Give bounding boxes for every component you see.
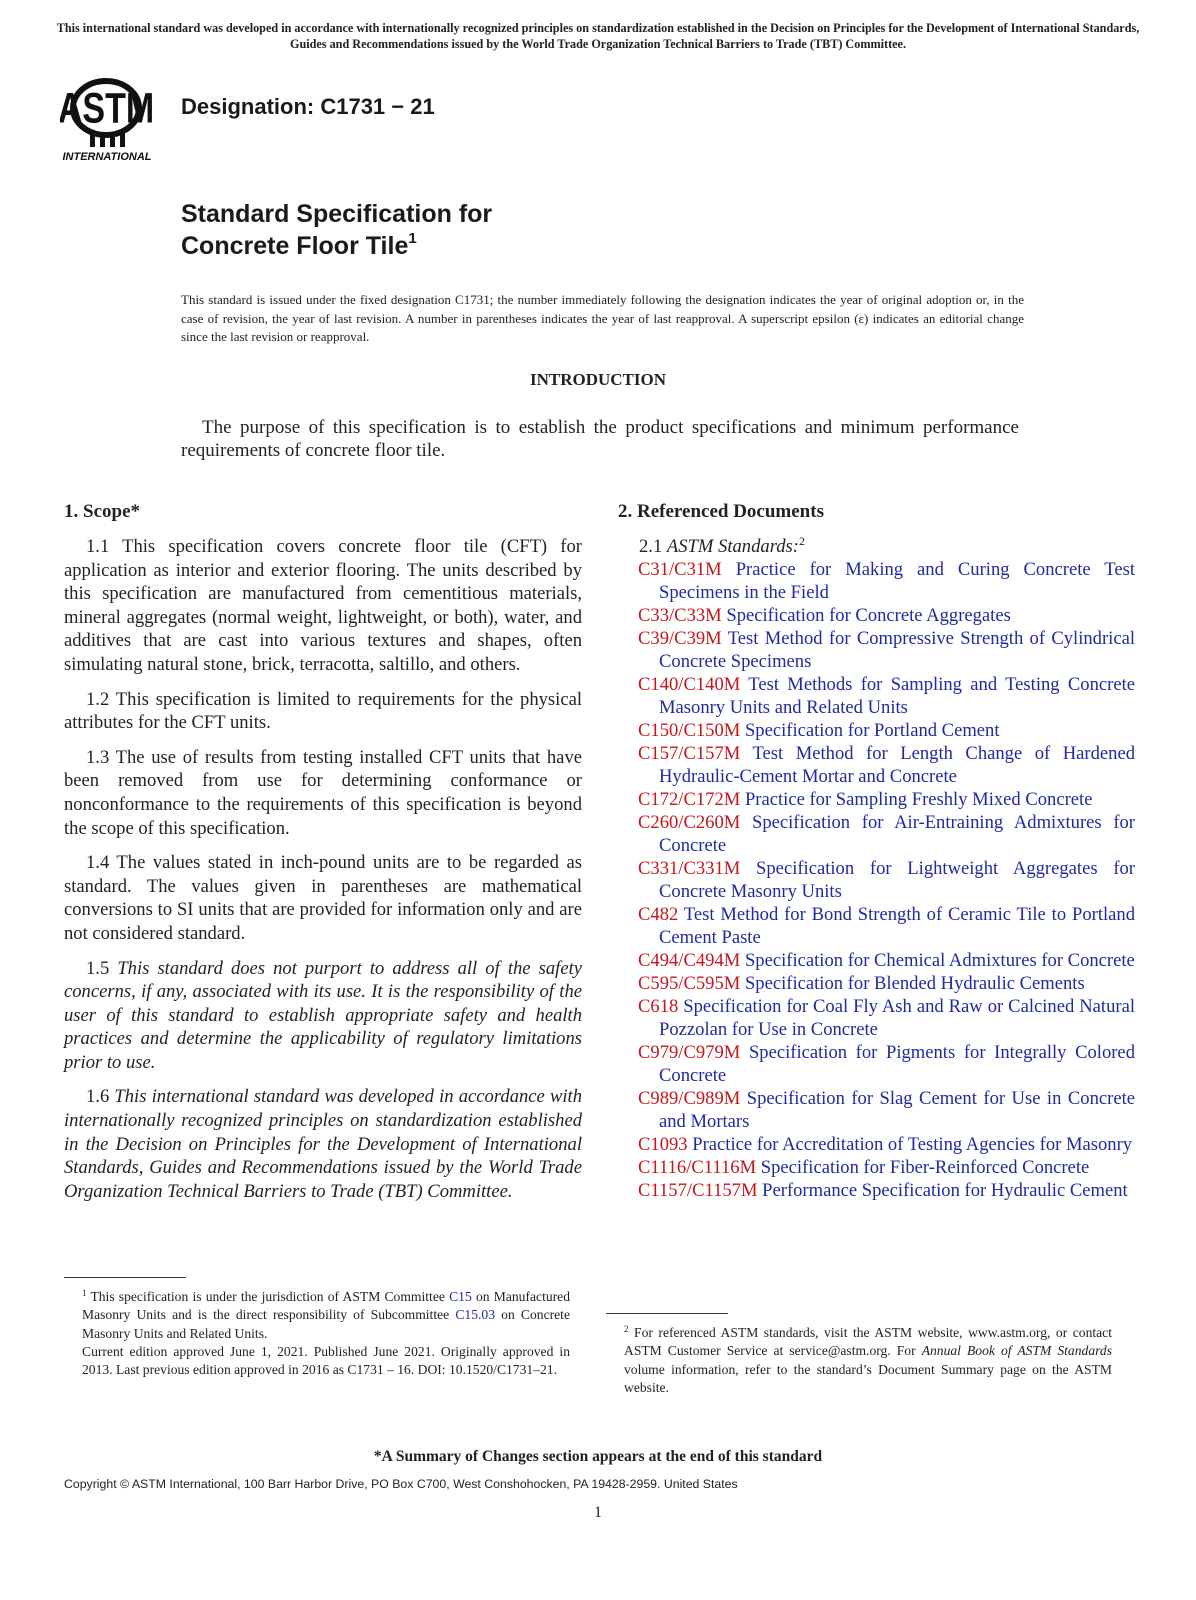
footnote-1-line-2: Current edition approved June 1, 2021. Published June 2021. Originally approved in 2013. Last previous edition approved in 2016 as C1731 – 16. DOI: 10.1520/C1731–21. [82, 1343, 570, 1378]
reference-code-link[interactable]: C1093 [638, 1134, 688, 1155]
scope-1-4: 1.4 The values stated in inch-pound units are to be regarded as standard. The values given in parentheses are mathematical conversions to SI units that are provided for information only and are not considered standard. [64, 852, 582, 944]
reference-code-link[interactable]: C618 [638, 996, 679, 1017]
reference-item [618, 742, 1135, 788]
page-number: 1 [594, 1504, 602, 1521]
footnote-rule-right [606, 1313, 728, 1314]
reference-item [618, 1041, 1135, 1087]
title-line-2-text: Concrete Floor Tile [181, 232, 409, 260]
introduction-text: The purpose of this specification is to establish the product specifications and minimum performance requirements of concrete floor tile. [181, 417, 1019, 461]
astm-standards-footnote-mark: 2 [798, 534, 805, 548]
footnote-2-mark: 2 [624, 1324, 629, 1334]
astm-standards-number: 2.1 [639, 536, 663, 557]
reference-code-link[interactable]: C331/C331M [638, 858, 741, 879]
reference-code-link[interactable]: C157/C157M [638, 743, 741, 764]
reference-title-link[interactable]: Specification for Blended Hydraulic Cements [744, 973, 1085, 994]
reference-item [618, 627, 1135, 673]
reference-list [618, 558, 1135, 1202]
reference-item [618, 788, 1135, 811]
scope-1-5-text: This standard does not purport to address all of the safety concerns, if any, associated with its use. It is the responsibility of the user of this standard to establish appropriate safety and health practices and determine the applicability of regulatory limitations prior to use. [64, 957, 582, 1073]
references-heading: 2. Referenced Documents [618, 501, 824, 522]
scope-1-6-number: 1.6 [86, 1086, 110, 1108]
astm-standards-title: ASTM Standards: [666, 536, 799, 557]
reference-title-link[interactable]: Specification for Chemical Admixtures for Concrete [744, 950, 1135, 971]
footnote-2-italic: Annual Book of ASTM Standards [921, 1343, 1112, 1359]
footnote-1-text-b: on Manufactured Masonry Units and is the direct responsibility of Subcommittee [82, 1289, 571, 1323]
top-notice: This international standard was developed in accordance with internationally recognized principles on standardization established in the Decision on Principles for the Development of International Standards, Guides and Recommendations issued by the World Trade Organization Technical Barriers to Trade (TBT) Committee. [56, 21, 1140, 51]
reference-title-link[interactable]: Practice for Accreditation of Testing Agencies for Masonry [692, 1134, 1133, 1155]
reference-title-link[interactable]: Specification for Fiber-Reinforced Concrete [760, 1157, 1090, 1178]
astm-logo-icon [60, 70, 172, 165]
reference-title-link[interactable]: Test Methods for Sampling and Testing Concrete Masonry Units and Related Units [659, 674, 1135, 718]
reference-code-link[interactable]: C979/C979M [638, 1042, 741, 1063]
reference-code-link[interactable]: C494/C494M [638, 950, 741, 971]
scope-1-5 [64, 957, 582, 1075]
reference-code-link[interactable]: C31/C31M [638, 559, 722, 580]
designation: Designation: C1731 − 21 [181, 94, 435, 119]
reference-title-link[interactable]: Test Method for Bond Strength of Ceramic Tile to Portland Cement Paste [659, 904, 1135, 948]
scope-1-6 [64, 1085, 582, 1203]
scope-1-3: 1.3 The use of results from testing installed CFT units that have been removed from use for determining conformance or nonconformance to the requirements of this specification is beyond the scope of this specification. [64, 746, 582, 839]
reference-title-link[interactable]: Specification for Slag Cement for Use in Concrete and Mortars [659, 1088, 1135, 1132]
reference-item [618, 811, 1135, 857]
referenced-documents-section [618, 500, 1135, 1202]
reference-item [618, 1087, 1135, 1133]
summary-of-changes-note: *A Summary of Changes section appears at the end of this standard [373, 1448, 823, 1465]
svg-text:ASTM: ASTM [60, 84, 155, 133]
reference-code-link[interactable]: C172/C172M [638, 789, 741, 810]
title-line-1: Standard Specification for [181, 200, 493, 228]
reference-title-link[interactable]: Specification for Coal Fly Ash and Raw or Calcined Natural Pozzolan for Use in Concrete [659, 996, 1135, 1040]
reference-code-link[interactable]: C33/C33M [638, 605, 722, 626]
reference-item [618, 604, 1135, 627]
reference-item [618, 1133, 1135, 1156]
reference-item [618, 903, 1135, 949]
scope-1-1: 1.1 This specification covers concrete floor tile (CFT) for application as interior and exterior flooring. The units described by this specification are manufactured from cementitious materials, mineral aggregates (normal weight, lightweight, or both), water, and additives that are cast into various textures and shapes, often simulating natural stone, brick, terracotta, saltillo, and others. [64, 536, 582, 675]
reference-item [618, 857, 1135, 903]
reference-code-link[interactable]: C140/C140M [638, 674, 741, 695]
astm-standards-label [618, 535, 1135, 558]
reference-code-link[interactable]: C482 [638, 904, 679, 925]
scope-1-2: 1.2 This specification is limited to requirements for the physical attributes for the CFT units. [64, 688, 582, 734]
subcommittee-c15-03-link[interactable]: C15.03 [455, 1307, 495, 1323]
footnote-rule-left [64, 1277, 186, 1278]
reference-title-link[interactable]: Test Method for Length Change of Hardened Hydraulic-Cement Mortar and Concrete [659, 743, 1136, 787]
reference-item [618, 949, 1135, 972]
footnote-1 [64, 1288, 570, 1379]
scope-1-6-text: This international standard was developed in accordance with internationally recognized principles on standardization established in the Decision on Principles for the Development of International Standards, Guides and Recommendations issued by the World Trade Organization Technical Barriers to Trade (TBT) Committee. [64, 1086, 582, 1202]
reference-item [618, 673, 1135, 719]
reference-code-link[interactable]: C260/C260M [638, 812, 741, 833]
footnote-1-text-a: This specification is under the jurisdiction of ASTM Committee [90, 1289, 445, 1304]
footnote-1-mark: 1 [82, 1288, 87, 1298]
footnote-1-text-c: on Concrete Masonry Units and Related Units. [82, 1307, 570, 1341]
footnote-1-line-1 [64, 1288, 570, 1343]
scope-heading: 1. Scope* [64, 501, 140, 522]
reference-title-link[interactable]: Specification for Portland Cement [744, 720, 1000, 741]
title-footnote-mark: 1 [408, 230, 417, 247]
committee-c15-link[interactable]: C15 [449, 1289, 472, 1304]
reference-title-link[interactable]: Practice for Making and Curing Concrete Test Specimens in the Field [659, 559, 1136, 603]
footnote-2-text-a: For referenced ASTM standards, visit the ASTM website, www.astm.org, or contact ASTM Customer Service at service@astm.org. For [624, 1325, 1112, 1359]
reference-title-link[interactable]: Specification for Air-Entraining Admixtures for Concrete [659, 812, 1135, 856]
reference-title-link[interactable]: Practice for Sampling Freshly Mixed Concrete [744, 789, 1093, 810]
reference-title-link[interactable]: Specification for Pigments for Integrally Colored Concrete [659, 1042, 1135, 1086]
copyright-line: Copyright © ASTM International, 100 Barr Harbor Drive, PO Box C700, West Conshohocken, PA 19428-2959. United States [64, 1477, 738, 1491]
reference-title-link[interactable]: Performance Specification for Hydraulic Cement [762, 1180, 1128, 1201]
reference-title-link[interactable]: Test Method for Compressive Strength of Cylindrical Concrete Specimens [659, 628, 1136, 672]
reference-code-link[interactable]: C39/C39M [638, 628, 722, 649]
reference-code-link[interactable]: C1116/C1116M [638, 1157, 757, 1178]
reference-code-link[interactable]: C595/C595M [638, 973, 741, 994]
reference-title-link[interactable]: Specification for Lightweight Aggregates for Concrete Masonry Units [659, 858, 1135, 902]
reference-item [618, 1179, 1135, 1202]
footnote-2-text-b: volume information, refer to the standard’s Document Summary page on the ASTM website. [624, 1361, 1112, 1395]
reference-item [618, 719, 1135, 742]
reference-title-link[interactable]: Specification for Concrete Aggregates [726, 605, 1011, 626]
logo-wordmark: INTERNATIONAL [62, 151, 152, 163]
reference-item [618, 972, 1135, 995]
title-line-2 [181, 230, 492, 262]
footnote-2 [606, 1324, 1112, 1397]
reference-item [618, 995, 1135, 1041]
issued-note: This standard is issued under the fixed designation C1731; the number immediately following the designation indicates the year of original adoption or, in the case of revision, the year of last revision. A number in parentheses indicates the year of last reapproval. A superscript epsilon (ε) indicates an editorial change since the last revision or reapproval. [181, 292, 1024, 344]
reference-item [618, 558, 1135, 604]
reference-code-link[interactable]: C150/C150M [638, 720, 741, 741]
scope-section [64, 500, 582, 1214]
document-title [181, 198, 492, 262]
reference-code-link[interactable]: C1157/C1157M [638, 1180, 758, 1201]
scope-1-5-number: 1.5 [86, 957, 110, 979]
footnote-2-body [606, 1324, 1112, 1397]
introduction-heading: INTRODUCTION [529, 370, 667, 389]
reference-code-link[interactable]: C989/C989M [638, 1088, 741, 1109]
reference-item [618, 1156, 1135, 1179]
